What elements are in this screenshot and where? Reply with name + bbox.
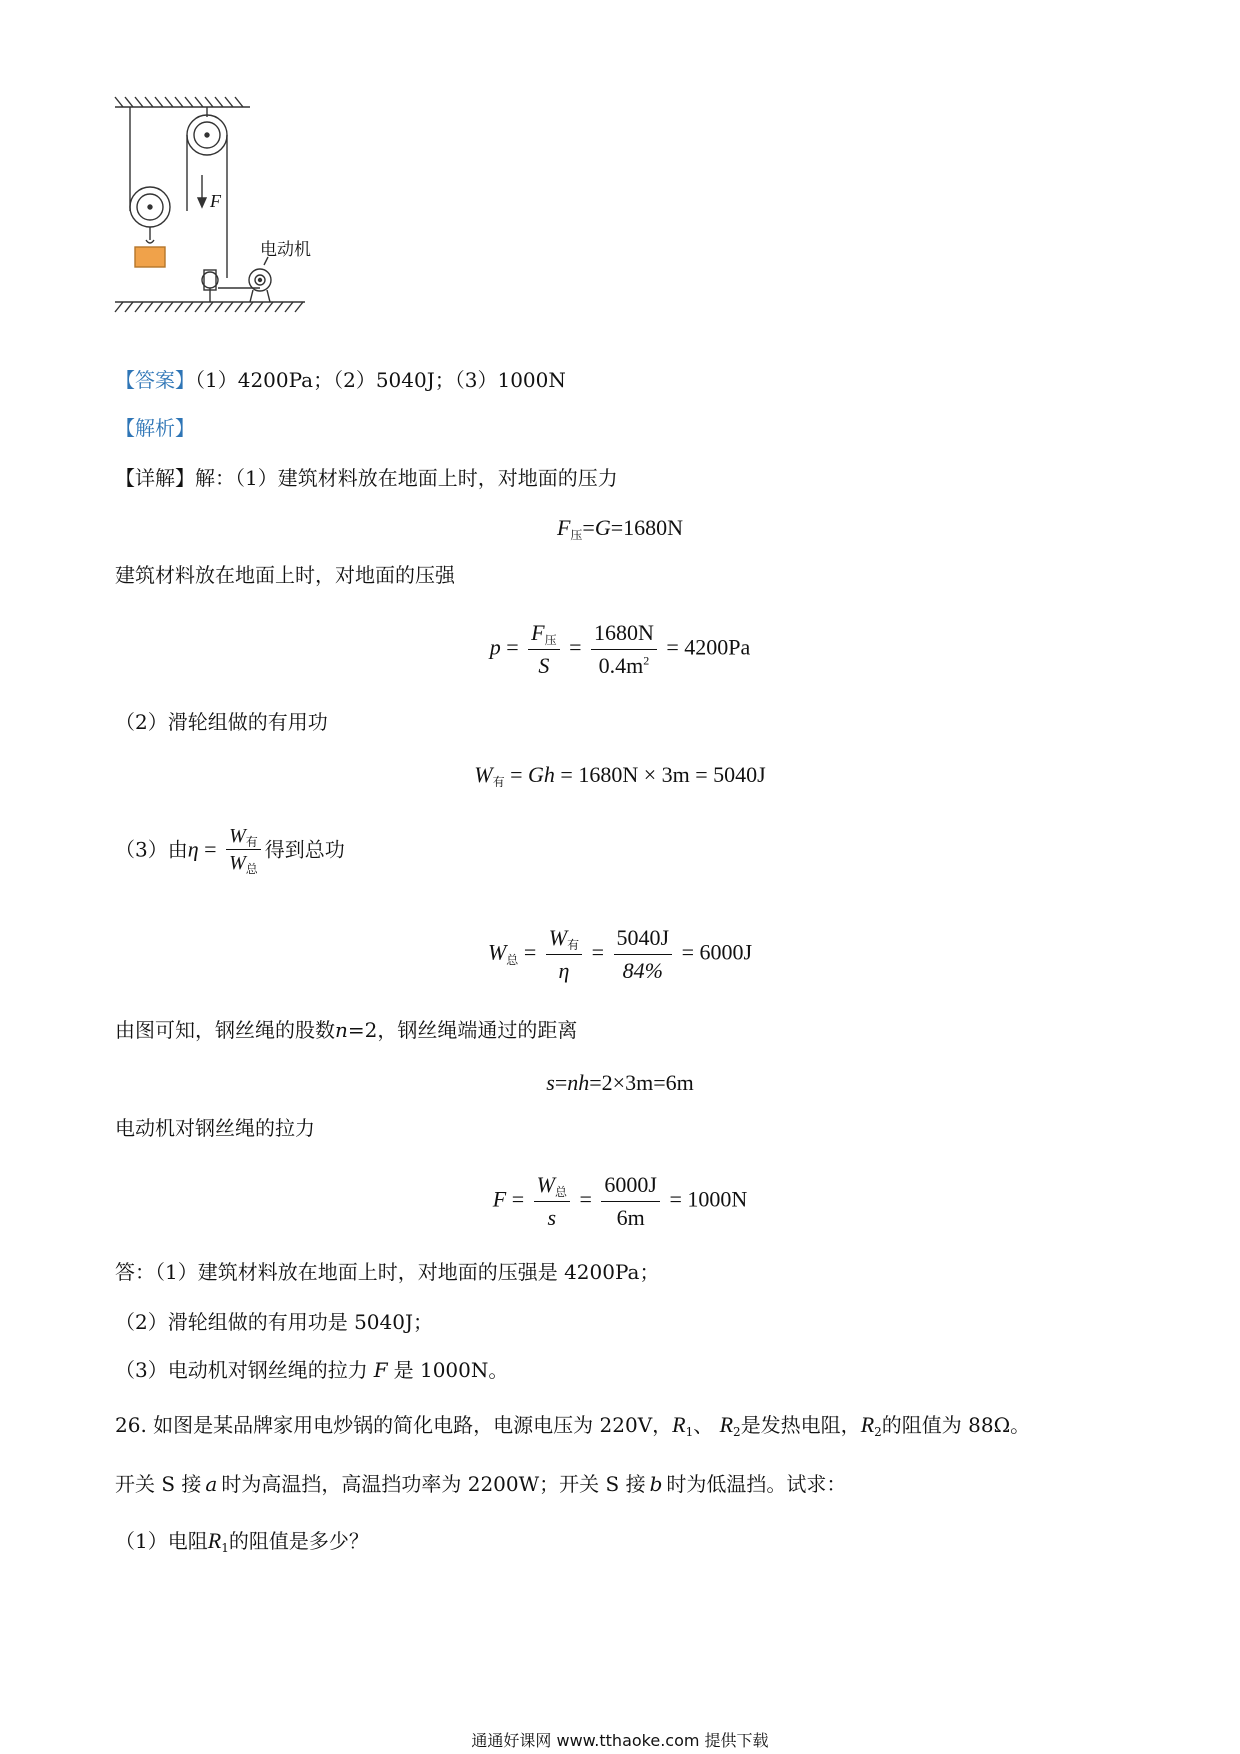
pulley-diagram — [110, 95, 350, 355]
detail-intro — [115, 468, 618, 488]
equation-pressure: p = $\frac{\text{F压}}{S}$ = $\frac{1680N}{0.4m^2}$ = 4200Pa — [489, 620, 751, 678]
answer-summary-2: （2）滑轮组做的有用功是 5040J； — [115, 1310, 433, 1334]
answer-tag: 【答案】 — [115, 368, 195, 392]
detail-tag: 【详解】 — [115, 466, 195, 490]
answer-line — [115, 370, 566, 390]
answer-text: （1）4200Pa；（2）5040J；（3）1000N — [195, 368, 566, 392]
page-footer: 通通好课网 www.tthaoke.com 提供下载 — [471, 1731, 769, 1750]
paragraph-rope-strands: 由图可知，钢丝绳的股数n=2，钢丝绳端通过的距离 — [115, 1018, 578, 1042]
paragraph-useful-work: （2）滑轮组做的有用功 — [115, 710, 328, 734]
equation-total-work: W总 = $\frac{\text{W有}}{\eta}$ = $\frac{5040J}{84\%}$ = 6000J — [487, 925, 753, 983]
paragraph-total-work: （3）由η = $\frac{W_有}{W_总}$ 得到总功 — [115, 825, 345, 876]
paragraph-pull-force: 电动机对钢丝绳的拉力 — [115, 1116, 315, 1140]
detail-intro-text: 解：（1）建筑材料放在地面上时，对地面的压力 — [195, 466, 618, 490]
answer-summary-1: 答：（1）建筑材料放在地面上时，对地面的压强是 4200Pa； — [115, 1260, 660, 1284]
answer-summary-3: （3）电动机对钢丝绳的拉力 F 是 1000N。 — [115, 1358, 509, 1382]
equation-pressure-force: F压=G=1680N — [556, 515, 684, 542]
question-26-line-3: （1）电阻$R_1$的阻值是多少？ — [115, 1528, 369, 1555]
question-26-line-2: 开关 S 接 a 时为高温挡，高温挡功率为 2200W；开关 S 接 b 时为低温挡。试求： — [115, 1472, 847, 1496]
motor-label: 电动机 — [260, 240, 311, 260]
question-26-line-1: 26. 如图是某品牌家用电炒锅的简化电路，电源电压为 220V，$R_1$、 $R_2$是发热电阻，$R_2$的阻值为 88Ω。 — [115, 1412, 1031, 1439]
paragraph-pressure: 建筑材料放在地面上时，对地面的压强 — [115, 563, 455, 587]
equation-distance: s=nh=2×3m=6m — [546, 1070, 694, 1095]
equation-pull-force: F = $\frac{\text{W总}}{s}$ = $\frac{6000J}{6m}$ = 1000N — [492, 1172, 748, 1230]
analysis-tag: 【解析】 — [115, 416, 195, 440]
force-label: F — [210, 191, 221, 211]
equation-useful-work: W有 = Gh = 1680N × 3m = 5040J — [474, 762, 766, 789]
